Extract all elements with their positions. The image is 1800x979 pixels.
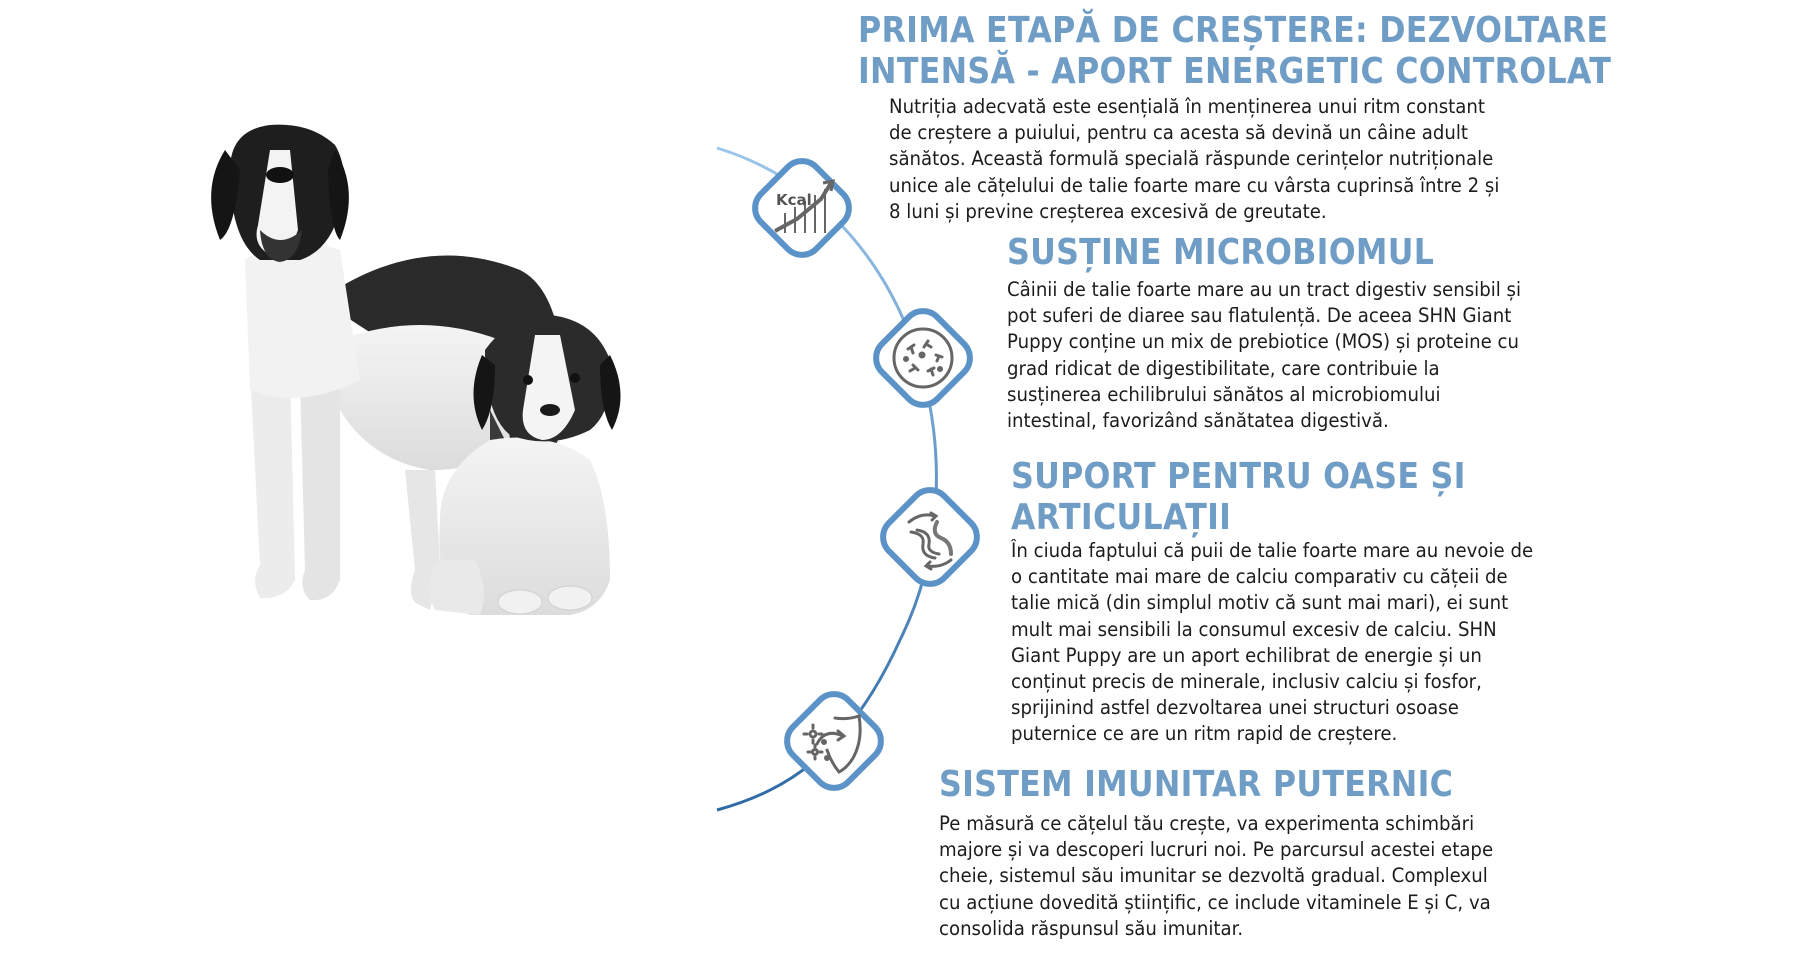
text-line: consolida răspunsul său imunitar. [939,916,1244,940]
text-line: pot suferi de diaree sau flatulență. De aceea SHN Giant [1007,304,1512,328]
heading-line: SUSȚINE MICROBIOMUL [1007,232,1435,273]
text-line: talie mică (din simplul motiv că sunt mai mari), ei sunt [1011,591,1509,615]
text-line: Nutriția adecvată este esențială în menținerea unui ritm constant [889,95,1486,118]
immune-shield-icon [769,676,899,806]
heading-line: ARTICULAȚII [1011,497,1232,538]
text-line: 8 luni și previne creșterea excesivă de greutate. [889,199,1327,223]
section-bones-joints-text [1011,538,1533,748]
dogs-photo [190,110,760,710]
text-line: mult mai sensibili la consumul excesiv de calciu. SHN [1011,617,1497,641]
text-line: unice ale cățelului de talie foarte mare cu vârsta cuprinsă între 2 și [889,173,1500,197]
section-growth-text [889,94,1656,225]
text-line: Pe măsură ce cățelul tău crește, va experimenta schimbări [939,812,1475,835]
text-line: grad ridicat de digestibilitate, care contribuie la [1007,356,1440,380]
section-microbiome-text [1007,277,1521,434]
section-immune-heading [939,764,1463,805]
text-line: o cantitate mai mare de calciu comparativ cu cățeii de [1011,565,1508,589]
text-line: susținerea echilibrului sănătos al microbiomului [1007,382,1441,406]
section-growth-heading [858,10,1611,92]
text-line: cheie, sistemul său imunitar se dezvoltă gradual. Complexul [939,864,1488,888]
text-line: cu acțiune dovedită științific, ce include vitaminele E și C, va [939,890,1491,914]
section-growth [858,10,1714,225]
section-microbiome-heading [1007,232,1493,273]
text-line: sănătos. Această formulă specială răspunde cerințelor nutriționale [889,147,1494,171]
text-line: conținut precis de minerale, inclusiv calciu și fosfor, [1011,670,1482,694]
section-bones-joints-heading [1011,456,1505,538]
kcal-growth-icon [737,143,867,273]
heading-line: SUPORT PENTRU OASE ȘI [1011,456,1466,497]
microbiome-icon [858,293,988,423]
text-line: Giant Puppy are un aport echilibrat de energie și un [1011,643,1482,667]
text-line: Puppy conține un mix de prebiotice (MOS) și proteine cu [1007,330,1520,354]
section-immune [939,764,1535,942]
section-immune-text [939,811,1493,942]
section-bones-joints [1011,456,1572,748]
joint-icon [865,472,995,602]
text-line: În ciuda faptului că puii de talie foarte mare au nevoie de [1011,539,1534,562]
section-microbiome [1007,232,1560,434]
heading-line: PRIMA ETAPĂ DE CREȘTERE: DEZVOLTARE [858,10,1609,51]
text-line: intestinal, favorizând sănătatea digestivă. [1007,409,1389,433]
heading-line: SISTEM IMUNITAR PUTERNIC [939,764,1454,805]
text-line: de creștere a puiului, pentru ca acesta să devină un câine adult [889,121,1469,145]
text-line: sprijinind astfel dezvoltarea unei structuri osoase [1011,696,1459,720]
text-line: puternice ce are un ritm rapid de creștere. [1011,722,1398,746]
text-line: majore și va descoperi lucruri noi. Pe parcursul acestei etape [939,838,1494,862]
kcal-label: Kcal [776,191,812,209]
text-line: Câinii de talie foarte mare au un tract digestiv sensibil și [1007,278,1522,301]
heading-line: INTENSĂ - APORT ENERGETIC CONTROLAT [858,51,1612,92]
